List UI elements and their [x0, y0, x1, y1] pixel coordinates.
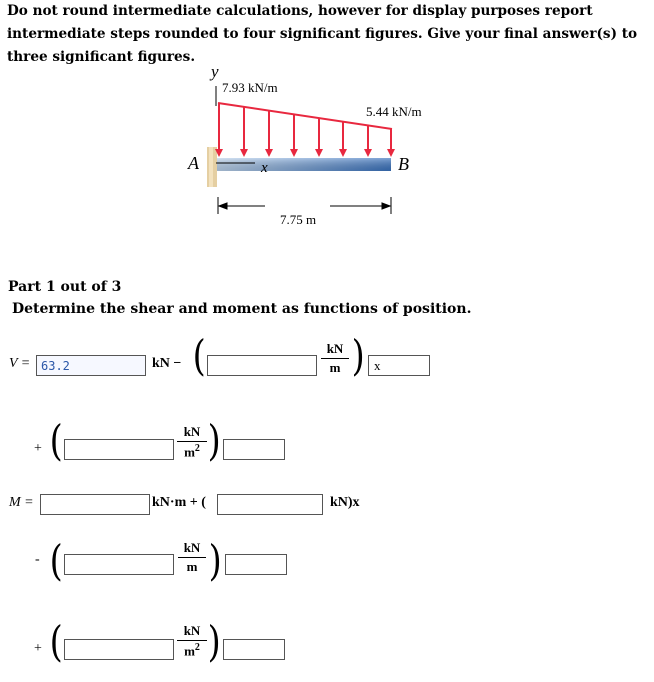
load-right-label: 5.44 kN/m — [366, 104, 422, 119]
moment-row3-close-paren: ) — [207, 617, 221, 666]
moment-unit-kn-x: kN)x — [330, 495, 360, 510]
shear-frac2 — [177, 424, 207, 460]
shear-frac1-den: m — [329, 360, 341, 375]
moment-minus-sign: - — [35, 552, 40, 567]
moment-frac2-den: m — [184, 643, 195, 659]
moment-frac2-num: kN — [183, 623, 201, 638]
moment-term5-input[interactable] — [64, 639, 174, 660]
moment-term2-input[interactable] — [217, 494, 323, 515]
instructions-text: Do not round intermediate calculations, however for display purposes report intermediate steps rounded to four significant figures. Give your final answer(s) to three significant figures. — [7, 3, 638, 65]
shear-var1-label: x — [374, 358, 381, 373]
moment-frac2 — [177, 623, 207, 659]
shear-term1-input[interactable] — [36, 355, 146, 376]
beam-figure — [0, 0, 654, 240]
point-a-label: A — [188, 153, 199, 173]
shear-unit-kn-minus: kN − — [152, 356, 182, 371]
span-label: 7.75 m — [280, 212, 317, 227]
load-left-label: 7.93 kN/m — [222, 80, 278, 95]
shear-var1-box[interactable] — [368, 355, 430, 376]
shear-term4-input[interactable] — [223, 439, 285, 460]
y-axis-label: y — [211, 62, 219, 81]
shear-term3-input[interactable] — [64, 439, 174, 460]
shear-term2-input[interactable] — [207, 355, 317, 376]
moment-frac1-den: m — [186, 559, 198, 574]
shear-close-paren: ) — [351, 331, 365, 380]
moment-label: M = — [9, 495, 34, 510]
shear-row2-open-paren: ( — [49, 416, 63, 465]
x-axis-label: x — [261, 160, 268, 176]
shear-row2-close-paren: ) — [207, 416, 221, 465]
moment-term4-input[interactable] — [225, 554, 287, 575]
moment-term1-input[interactable] — [40, 494, 150, 515]
moment-term3-input[interactable] — [64, 554, 174, 575]
question-text: Determine the shear and moment as functions of position. — [12, 301, 472, 317]
moment-row3-open-paren: ( — [49, 617, 63, 666]
shear-plus-sign: + — [34, 441, 42, 456]
shear-label: V = — [9, 356, 31, 371]
shear-open-paren: ( — [192, 331, 206, 380]
moment-row2-open-paren: ( — [49, 536, 63, 585]
moment-frac1-num: kN — [183, 540, 201, 555]
moment-term6-input[interactable] — [223, 639, 285, 660]
shear-frac2-exp: 2 — [194, 443, 200, 454]
moment-frac1 — [178, 540, 206, 575]
part-title: Part 1 out of 3 — [8, 279, 122, 295]
moment-frac2-exp: 2 — [194, 642, 200, 653]
shear-frac2-den: m — [184, 444, 195, 460]
point-b-label: B — [398, 154, 409, 174]
moment-unit-knm-plus: kN·m + ( — [152, 495, 206, 510]
shear-frac1 — [321, 341, 349, 376]
moment-row2-close-paren: ) — [208, 536, 222, 585]
shear-frac2-num: kN — [183, 424, 201, 439]
shear-frac1-num: kN — [326, 341, 344, 356]
moment-plus-sign: + — [34, 641, 42, 656]
